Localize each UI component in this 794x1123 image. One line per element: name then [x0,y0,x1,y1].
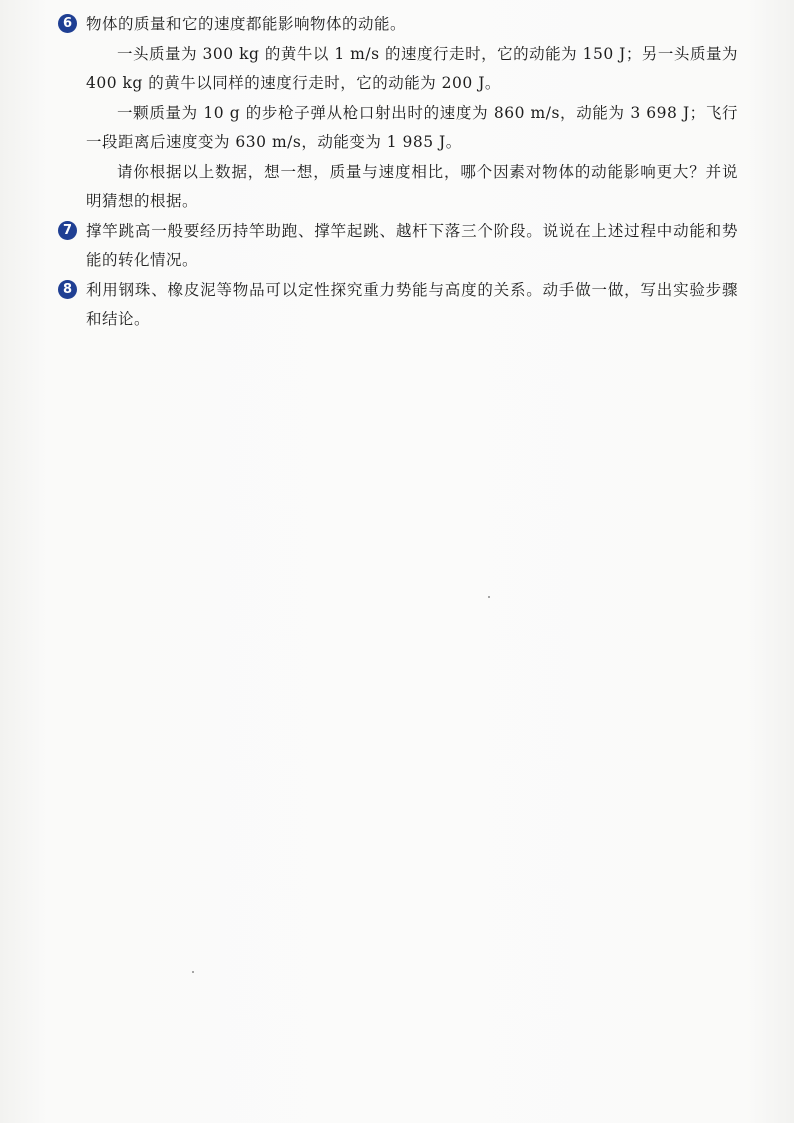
exercise-question: 利用钢珠、橡皮泥等物品可以定性探究重力势能与高度的关系。动手做一做，写出实验步骤和结论。 [86,280,738,328]
exercise-8 [58,276,738,335]
exercise-number-badge: 8 [58,280,77,299]
exercise-number-badge: 6 [58,14,77,33]
exercise-question: 撑竿跳高一般要经历持竿助跑、撑竿起跳、越杆下落三个阶段。说说在上述过程中动能和势能的转化情况。 [86,221,738,269]
exercise-paragraph: 一头质量为 300 kg 的黄牛以 1 m/s 的速度行走时，它的动能为 150 J；另一头质量为 400 kg 的黄牛以同样的速度行走时，它的动能为 200 J。 [86,44,738,92]
exercise-number-badge: 7 [58,221,77,240]
exercise-list [58,10,738,335]
exercise-paragraph: 一颗质量为 10 g 的步枪子弹从枪口射出时的速度为 860 m/s，动能为 3 698 J；飞行一段距离后速度变为 630 m/s，动能变为 1 985 J。 [86,103,738,151]
exercise-6 [58,10,738,217]
paper-speck [192,971,194,973]
exercise-7 [58,217,738,276]
exercise-question: 请你根据以上数据，想一想，质量与速度相比，哪个因素对物体的动能影响更大？并说明猜想的根据。 [86,162,738,210]
paper-speck [488,596,490,598]
exercise-prompt: 物体的质量和它的速度都能影响物体的动能。 [86,15,407,33]
